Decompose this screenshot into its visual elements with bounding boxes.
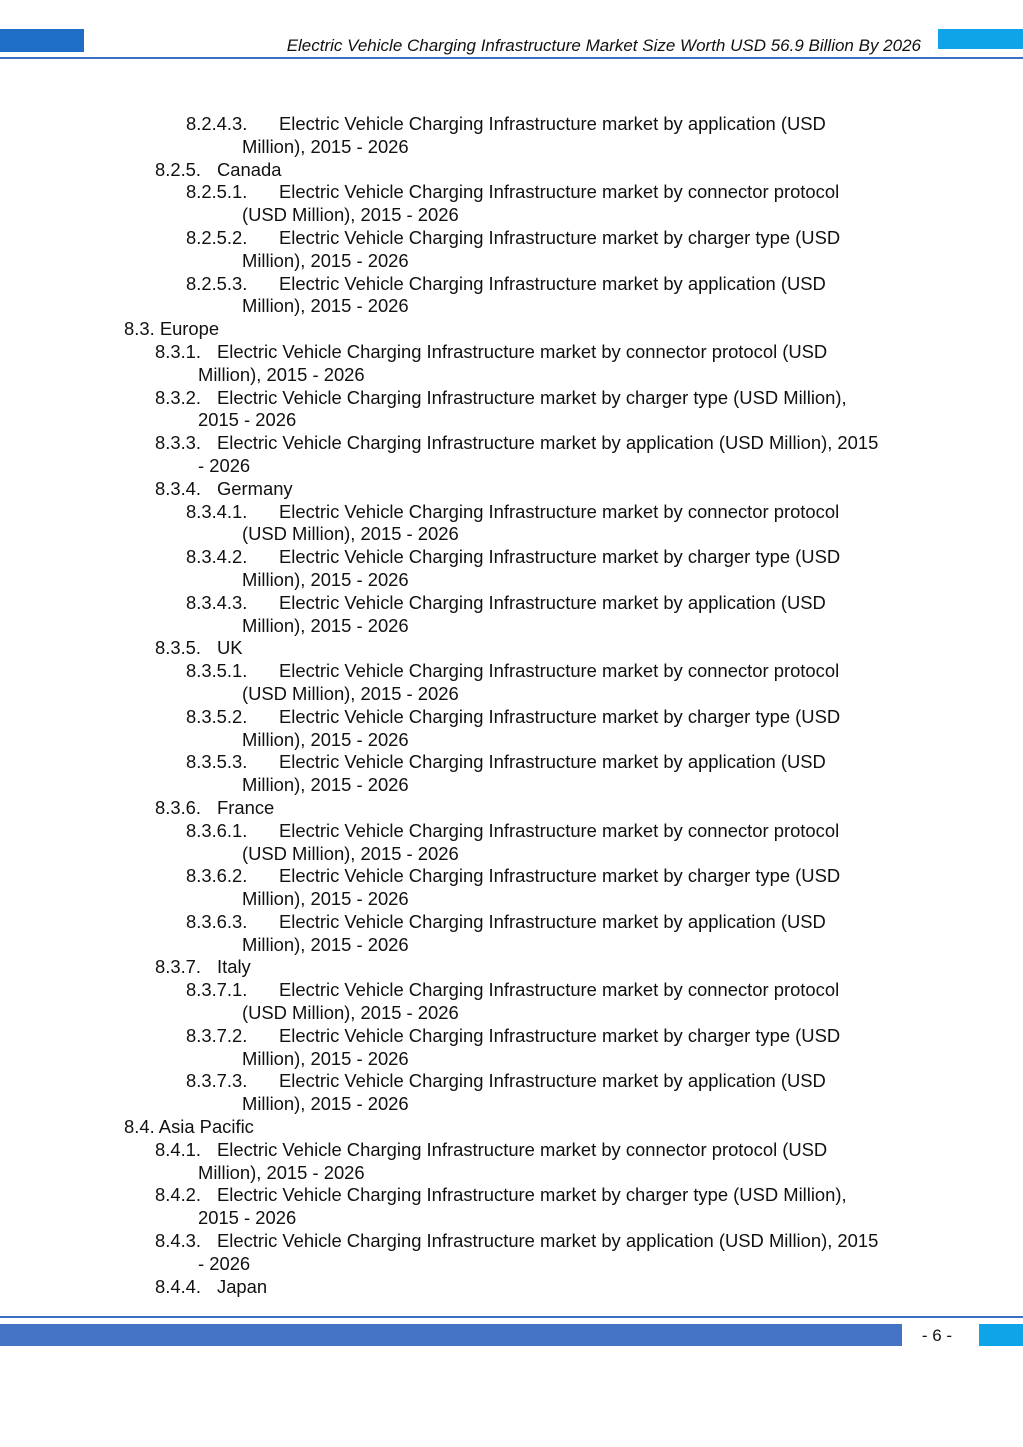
toc-entry-continuation: - 2026 bbox=[198, 1252, 251, 1274]
toc-entry-title: Electric Vehicle Charging Infrastructure market by application (USD bbox=[279, 751, 826, 773]
toc-entry-number: 8.3.7.2. bbox=[186, 1024, 248, 1046]
toc-entry-continuation: - 2026 bbox=[198, 454, 251, 476]
toc-entry-number: 8.3.5.2. bbox=[186, 705, 248, 727]
toc-entry-number: 8.3.6.2. bbox=[186, 865, 248, 887]
toc-entry bbox=[0, 751, 1023, 797]
toc-entry-title: Electric Vehicle Charging Infrastructure market by connector protocol (USD bbox=[217, 1138, 828, 1160]
toc-entry-title: Electric Vehicle Charging Infrastructure market by charger type (USD bbox=[279, 226, 841, 248]
toc-entry-title: Electric Vehicle Charging Infrastructure market by charger type (USD Million), bbox=[217, 386, 847, 408]
toc-entry-title: Electric Vehicle Charging Infrastructure market by connector protocol bbox=[279, 500, 840, 522]
toc-entry-number: 8.3.5.1. bbox=[186, 660, 248, 682]
toc-entry-number: 8.2.5. bbox=[155, 158, 202, 180]
toc-entry bbox=[0, 820, 1023, 866]
toc-entry-continuation: (USD Million), 2015 - 2026 bbox=[242, 1002, 459, 1024]
toc-entry-number: 8.2.5.1. bbox=[186, 181, 248, 203]
toc-entry-title: Electric Vehicle Charging Infrastructure market by charger type (USD bbox=[279, 865, 841, 887]
toc-entry-title: Electric Vehicle Charging Infrastructure market by connector protocol (USD bbox=[217, 340, 828, 362]
toc-entry-title: Electric Vehicle Charging Infrastructure market by application (USD Million), 2015 bbox=[217, 432, 879, 454]
toc-entry-number: 8.2.5.2. bbox=[186, 226, 248, 248]
header-right-block bbox=[938, 29, 1023, 49]
toc-entry-number: 8.3.6.1. bbox=[186, 819, 248, 841]
toc-entry-number: 8.3.6.3. bbox=[186, 910, 248, 932]
toc-entry-continuation: Million), 2015 - 2026 bbox=[242, 1093, 409, 1115]
toc-entry bbox=[0, 478, 1023, 501]
toc-entry bbox=[0, 1116, 1023, 1139]
toc-entry bbox=[0, 1139, 1023, 1185]
toc-entry bbox=[0, 501, 1023, 547]
toc-entry-title: France bbox=[217, 796, 275, 818]
toc-entry bbox=[0, 273, 1023, 319]
toc-entry-title: Electric Vehicle Charging Infrastructure market by charger type (USD Million), bbox=[217, 1184, 847, 1206]
toc-entry-title: Europe bbox=[159, 318, 220, 340]
toc-entry bbox=[0, 706, 1023, 752]
toc-entry-number: 8.3.1. bbox=[155, 340, 202, 362]
toc-entry-number: 8.3.4.1. bbox=[186, 500, 248, 522]
toc-entry-continuation: Million), 2015 - 2026 bbox=[242, 774, 409, 796]
toc-entry-title: Electric Vehicle Charging Infrastructure market by application (USD Million), 2015 bbox=[217, 1230, 879, 1252]
toc-entry bbox=[0, 1276, 1023, 1299]
toc-entry-title: Canada bbox=[217, 158, 282, 180]
toc-entry-continuation: Million), 2015 - 2026 bbox=[242, 933, 409, 955]
toc-entry bbox=[0, 113, 1023, 159]
toc-entry bbox=[0, 387, 1023, 433]
toc-entry-title: Electric Vehicle Charging Infrastructure market by application (USD bbox=[279, 272, 826, 294]
toc-entry-title: Electric Vehicle Charging Infrastructure market by connector protocol bbox=[279, 660, 840, 682]
toc-entry-continuation: Million), 2015 - 2026 bbox=[242, 614, 409, 636]
toc-entry-continuation: Million), 2015 - 2026 bbox=[242, 888, 409, 910]
toc-entry-number: 8.3.7.1. bbox=[186, 979, 248, 1001]
toc-entry-continuation: (USD Million), 2015 - 2026 bbox=[242, 204, 459, 226]
toc-entry bbox=[0, 865, 1023, 911]
toc-entry-number: 8.3.7.3. bbox=[186, 1070, 248, 1092]
toc-entry-title: UK bbox=[217, 637, 243, 659]
toc-entry bbox=[0, 227, 1023, 273]
toc-entry-line bbox=[124, 1116, 254, 1139]
toc-entry-number: 8.3.7. bbox=[155, 956, 202, 978]
footer-rule bbox=[0, 1316, 1023, 1318]
toc-entry bbox=[0, 318, 1023, 341]
toc-entry bbox=[0, 911, 1023, 957]
toc-entry-number: 8.4.1. bbox=[155, 1138, 202, 1160]
toc-entry-continuation: 2015 - 2026 bbox=[198, 409, 297, 431]
toc-entry-continuation: (USD Million), 2015 - 2026 bbox=[242, 523, 459, 545]
toc-entry-number: 8.3. bbox=[124, 318, 155, 340]
toc-entry-title: Asia Pacific bbox=[158, 1116, 254, 1138]
toc-entry-continuation: (USD Million), 2015 - 2026 bbox=[242, 842, 459, 864]
toc-entry-title: Italy bbox=[217, 956, 251, 978]
toc-entry-title: Electric Vehicle Charging Infrastructure market by charger type (USD bbox=[279, 705, 841, 727]
toc-entry-number: 8.3.5. bbox=[155, 637, 202, 659]
toc-entry-number: 8.4.4. bbox=[155, 1275, 202, 1297]
toc-entry-number: 8.4. bbox=[124, 1116, 155, 1138]
toc-entry-title: Electric Vehicle Charging Infrastructure market by application (USD bbox=[279, 910, 826, 932]
toc-entry-number: 8.2.4.3. bbox=[186, 113, 248, 134]
toc-entry-title: Electric Vehicle Charging Infrastructure market by application (USD bbox=[279, 591, 826, 613]
toc-entry-title: Electric Vehicle Charging Infrastructure market by connector protocol bbox=[279, 979, 840, 1001]
toc-entry-continuation: Million), 2015 - 2026 bbox=[242, 728, 409, 750]
toc-entry bbox=[0, 660, 1023, 706]
toc-entry-continuation: Million), 2015 - 2026 bbox=[198, 363, 365, 385]
toc-entry bbox=[0, 797, 1023, 820]
toc-entry-continuation: Million), 2015 - 2026 bbox=[242, 295, 409, 317]
toc-entry-title: Germany bbox=[217, 477, 293, 499]
toc-entry bbox=[0, 181, 1023, 227]
toc-entry-title: Electric Vehicle Charging Infrastructure market by charger type (USD bbox=[279, 1024, 841, 1046]
toc-entry bbox=[0, 956, 1023, 979]
toc-entry bbox=[0, 1230, 1023, 1276]
toc-entry-title: Japan bbox=[217, 1275, 268, 1297]
toc-entry-number: 8.2.5.3. bbox=[186, 272, 248, 294]
footer-right-block bbox=[979, 1324, 1023, 1346]
toc-entry bbox=[0, 1184, 1023, 1230]
toc-entry-number: 8.3.4.2. bbox=[186, 546, 248, 568]
toc-entry-number: 8.3.6. bbox=[155, 796, 202, 818]
toc-entry-number: 8.4.2. bbox=[155, 1184, 202, 1206]
toc-entry-title: Electric Vehicle Charging Infrastructure market by charger type (USD bbox=[279, 546, 841, 568]
table-of-contents bbox=[0, 113, 1023, 1298]
footer-bar bbox=[0, 1324, 902, 1346]
toc-entry-title: Electric Vehicle Charging Infrastructure market by application (USD bbox=[279, 113, 826, 134]
toc-entry-title: Electric Vehicle Charging Infrastructure market by application (USD bbox=[279, 1070, 826, 1092]
toc-entry-continuation: Million), 2015 - 2026 bbox=[242, 249, 409, 271]
toc-entry bbox=[0, 341, 1023, 387]
toc-entry-line bbox=[124, 318, 219, 341]
toc-entry bbox=[0, 159, 1023, 182]
toc-entry-continuation: Million), 2015 - 2026 bbox=[242, 1047, 409, 1069]
toc-entry-title: Electric Vehicle Charging Infrastructure market by connector protocol bbox=[279, 819, 840, 841]
toc-entry bbox=[0, 979, 1023, 1025]
toc-entry bbox=[0, 1025, 1023, 1071]
toc-entry bbox=[0, 1070, 1023, 1116]
toc-entry bbox=[0, 546, 1023, 592]
toc-entry-continuation: 2015 - 2026 bbox=[198, 1207, 297, 1229]
toc-entry-number: 8.3.5.3. bbox=[186, 751, 248, 773]
page-number: - 6 - bbox=[921, 1326, 953, 1345]
toc-entry-number: 8.4.3. bbox=[155, 1230, 202, 1252]
toc-entry bbox=[0, 432, 1023, 478]
toc-entry-title: Electric Vehicle Charging Infrastructure market by connector protocol bbox=[279, 181, 840, 203]
toc-entry bbox=[0, 637, 1023, 660]
toc-entry-continuation: (USD Million), 2015 - 2026 bbox=[242, 682, 459, 704]
header-title: Electric Vehicle Charging Infrastructure Market Size Worth USD 56.9 Billion By 2026 bbox=[286, 36, 921, 55]
toc-entry-continuation: Million), 2015 - 2026 bbox=[242, 135, 409, 157]
toc-entry-number: 8.3.2. bbox=[155, 386, 202, 408]
toc-entry-continuation: Million), 2015 - 2026 bbox=[242, 568, 409, 590]
toc-entry-number: 8.3.3. bbox=[155, 432, 202, 454]
toc-entry-continuation: Million), 2015 - 2026 bbox=[198, 1161, 365, 1183]
toc-entry bbox=[0, 592, 1023, 638]
toc-entry-number: 8.3.4. bbox=[155, 477, 202, 499]
toc-entry-number: 8.3.4.3. bbox=[186, 591, 248, 613]
header-rule bbox=[0, 57, 1023, 59]
